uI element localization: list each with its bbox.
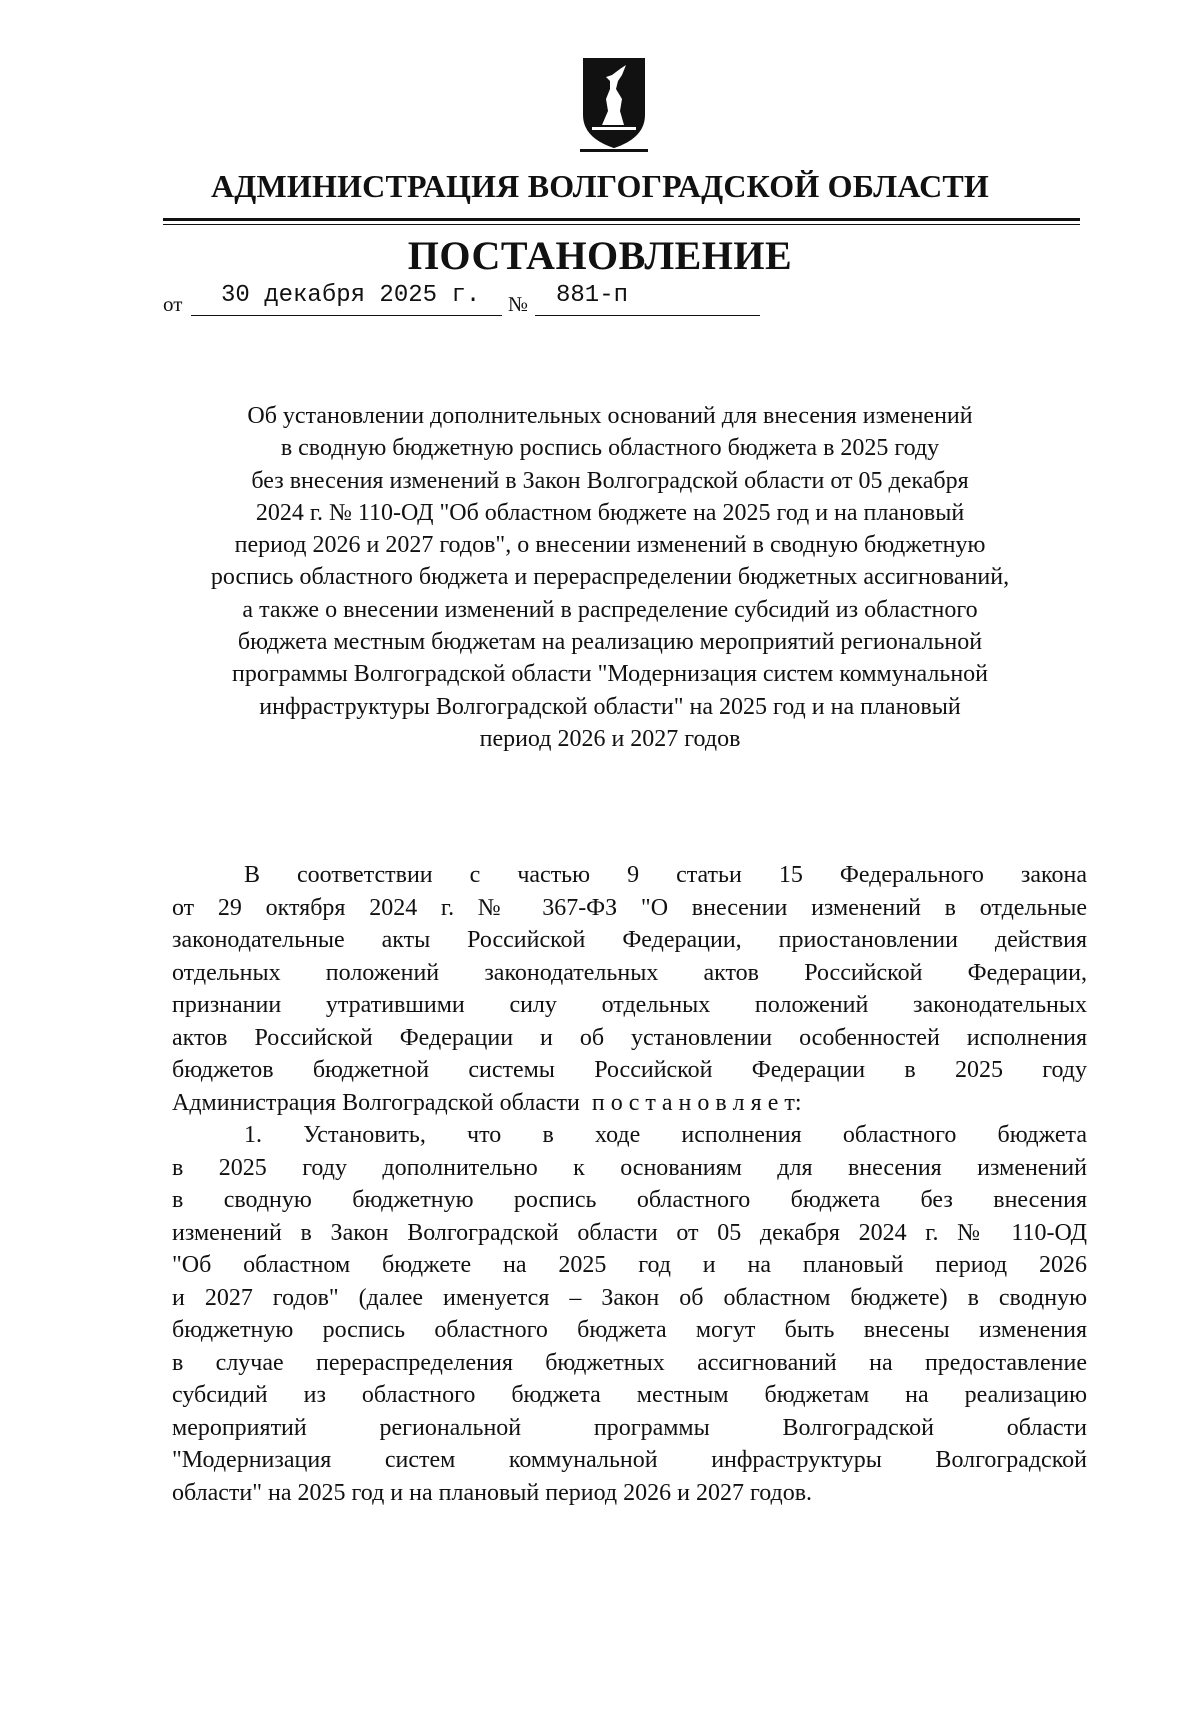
clause-1-line: мероприятий региональной программы Волгоградской области xyxy=(172,1414,1087,1441)
clause-1-line: в 2025 году дополнительно к основаниям для внесения изменений xyxy=(172,1154,1087,1181)
number-label: № xyxy=(508,292,529,316)
date-underline xyxy=(191,315,502,316)
clause-1-line: "Об областном бюджете на 2025 год и на плановый период 2026 xyxy=(172,1252,1087,1278)
subject-line: инфраструктуры Волгоградской области" на 2025 год и на плановый xyxy=(259,693,961,720)
organization-title: АДМИНИСТРАЦИЯ ВОЛГОГРАДСКОЙ ОБЛАСТИ xyxy=(210,168,990,204)
clause-1-line: и 2027 годов" (далее именуется – Закон об областном бюджете) в сводную xyxy=(172,1284,1087,1311)
preamble-line: В соответствии с частью 9 статьи 15 Федерального закона xyxy=(244,862,1087,888)
clause-1-line: "Модернизация систем коммунальной инфраструктуры Волгоградской xyxy=(172,1447,1087,1473)
number-underline xyxy=(535,315,760,316)
document-subject xyxy=(150,400,1070,755)
preamble-line: бюджетов бюджетной системы Российской Федерации в 2025 году xyxy=(172,1057,1087,1083)
subject-line: программы Волгоградской области "Модернизация систем коммунальной xyxy=(231,661,989,688)
subject-line: в сводную бюджетную роспись областного бюджета в 2025 году xyxy=(280,435,940,462)
header-rule-thin xyxy=(163,224,1080,225)
subject-line: роспись областного бюджета и перераспределении бюджетных ассигнований, xyxy=(210,564,1010,591)
clause-1-line: в случае перераспределения бюджетных ассигнований на предоставление xyxy=(172,1349,1087,1376)
document-body xyxy=(172,859,1087,1509)
document-number: 881-п xyxy=(556,282,629,309)
preamble-line: признании утратившими силу отдельных положений законодательных xyxy=(172,992,1087,1018)
clause-1-line: субсидий из областного бюджета местным бюджетам на реализацию xyxy=(172,1382,1087,1408)
preamble-closing-line xyxy=(172,1087,1087,1120)
subject-line: без внесения изменений в Закон Волгоградской области от 05 декабря xyxy=(251,467,969,494)
preamble-line: от 29 октября 2024 г. № 367-ФЗ "О внесении изменений в отдельные xyxy=(172,894,1087,921)
subject-line: а также о внесении изменений в распределение субсидий из областного xyxy=(242,596,978,623)
header-rule-thick xyxy=(163,218,1080,221)
preamble-closing-verb: п о с т а н о в л я е т: xyxy=(591,1089,802,1116)
clause-1-line: 1. Установить, что в ходе исполнения областного бюджета xyxy=(244,1122,1087,1148)
document-date: 30 декабря 2025 г. xyxy=(221,282,481,309)
document-type-title: ПОСТАНОВЛЕНИЕ xyxy=(407,233,793,278)
clause-1-line: изменений в Закон Волгоградской области от 05 декабря 2024 г. № 110-ОД xyxy=(172,1219,1087,1246)
subject-line: период 2026 и 2027 годов xyxy=(479,725,741,752)
subject-line: период 2026 и 2027 годов", о внесении изменений в сводную бюджетную xyxy=(234,532,986,559)
registration-line xyxy=(163,282,763,322)
volgograd-coat-of-arms-icon xyxy=(576,55,652,155)
subject-line: бюджета местным бюджетам на реализацию мероприятий региональной xyxy=(237,629,983,656)
preamble-line: законодательные акты Российской Федерации, приостановлении действия xyxy=(172,927,1087,953)
clause-1-line: бюджетную роспись областного бюджета могут быть внесены изменения xyxy=(172,1317,1087,1343)
clause-1-line: в сводную бюджетную роспись областного бюджета без внесения xyxy=(172,1187,1087,1213)
subject-line: Об установлении дополнительных оснований для внесения изменений xyxy=(247,403,973,429)
date-label: от xyxy=(163,292,183,316)
preamble-line: отдельных положений законодательных актов Российской Федерации, xyxy=(172,959,1087,986)
preamble-closing-prefix: Администрация Волгоградской области xyxy=(172,1089,580,1116)
preamble-line: актов Российской Федерации и об установлении особенностей исполнения xyxy=(172,1024,1087,1051)
clause-1-line: области" на 2025 год и на плановый период 2026 и 2027 годов. xyxy=(172,1479,813,1506)
subject-line: 2024 г. № 110-ОД "Об областном бюджете на 2025 год и на плановый xyxy=(255,499,965,526)
